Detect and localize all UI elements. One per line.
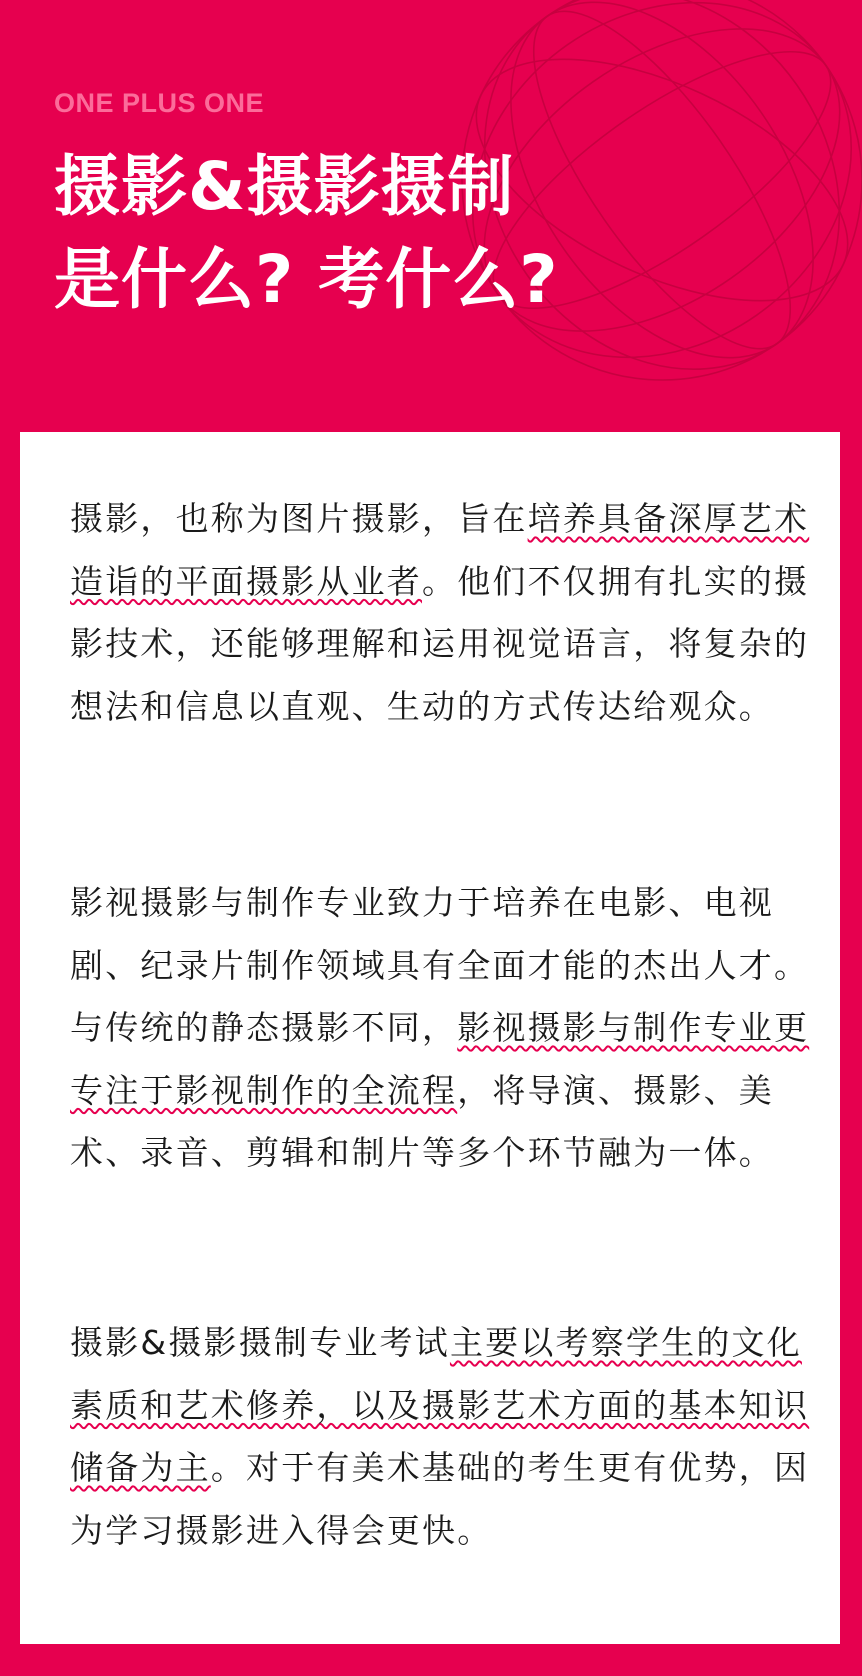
paragraph-text: ，将导演、摄影、美术、录音、剪辑和制片等多个环节融为一体。 xyxy=(70,1070,775,1172)
paragraph-text: 摄影，也称为图片摄影，旨在 xyxy=(70,499,528,538)
title-line-2: 是什么? 考什么? xyxy=(54,241,559,318)
paragraph-film-production xyxy=(70,872,810,1185)
paragraph-text: 。他们不仅拥有扎实的摄影技术，还能够理解和运用视觉语言，将复杂的想法和信息以直观、生动的方式传达给观众。 xyxy=(70,561,810,726)
paragraph-exam xyxy=(70,1312,810,1562)
paragraph-text: 摄影&摄影摄制专业考试 xyxy=(70,1323,450,1362)
page-title xyxy=(54,140,559,326)
content-card xyxy=(20,432,840,1644)
title-line-1: 摄影&摄影摄制 xyxy=(54,148,515,225)
highlighted-text: 培养具备深厚艺术造诣的平面摄影从业者 xyxy=(70,499,810,601)
paragraph-text: 。对于有美术基础的考生更有优势，因为学习摄影进入得会更快。 xyxy=(70,1448,810,1550)
highlighted-text: 影视摄影与制作专业更专注于影视制作的全流程 xyxy=(70,1008,810,1110)
paragraph-text: 影视摄影与制作专业致力于培养在电影、电视剧、纪录片制作领域具有全面才能的杰出人才。与传统的静态摄影不同， xyxy=(70,883,810,1047)
highlighted-text: 主要以考察学生的文化素质和艺术修养，以及摄影艺术方面的基本知识储备为主 xyxy=(70,1323,810,1487)
brand-label: ONE PLUS ONE xyxy=(54,88,265,118)
paragraph-photography xyxy=(70,488,810,738)
